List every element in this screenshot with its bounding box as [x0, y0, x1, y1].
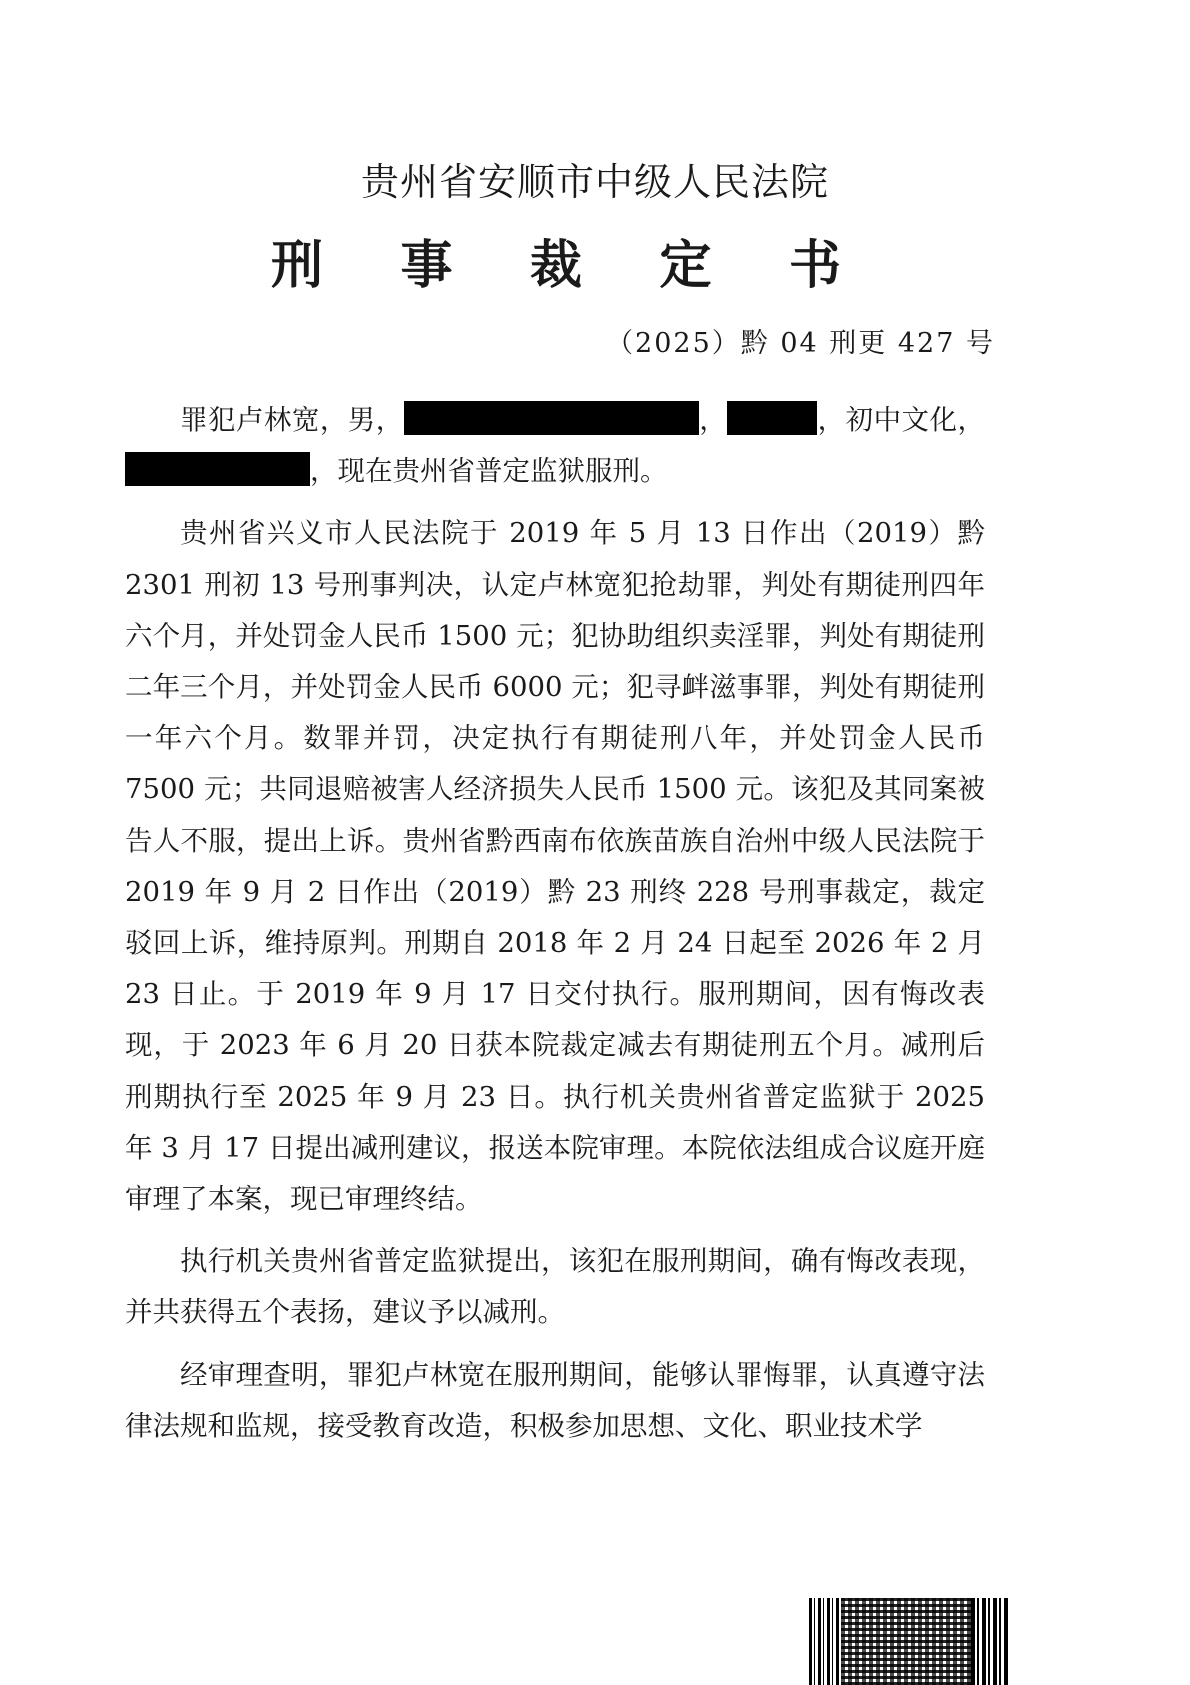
barcode-bars-right	[971, 1598, 1009, 1685]
redaction-block	[727, 401, 817, 435]
doc-type-char: 刑	[271, 236, 324, 296]
separator-text: ，	[698, 404, 728, 436]
custody-text: ，现在贵州省普定监狱服刑。	[310, 455, 668, 488]
paragraph-case-history: 贵州省兴义市人民法院于 2019 年 5 月 13 日作出（2019）黔 2301 刑初 13 号刑事判决，认定卢林宽犯抢劫罪，判处有期徒刑四年六个月，并处罚金人民币 1500 元；犯协助组织卖淫罪，判处有期徒刑二年三个月，并处罚金人民币 6000 元；犯寻衅滋事罪，判处有期徒刑一年六个月。数罪并罚，决定执行有期徒刑八年，并处罚金人民币 7500 元；共同退赔被害人经济损失人民币 1500 元。该犯及其同案被告人不服，提出上诉。贵州省黔西南布依族苗族自治州中级人民法院于 2019 年 9 月 2 日作出（2019）黔 23 刑终 228 号刑事裁定，裁定驳回上诉，维持原判。刑期自 2018 年 2 月 24 日起至 2026 年 2 月 23 日止。于 2019 年 9 月 17 日交付执行。服刑期间，因有悔改表现，于 2023 年 6 月 20 日获本院裁定减去有期徒刑五个月。减刑后刑期执行至 2025 年 9 月 23 日。执行机关贵州省普定监狱于 2025 年 3 月 17 日提出减刑建议，报送本院审理。本院依法组成合议庭开庭审理了本案，现已审理终结。	[125, 517, 985, 1216]
court-name: 贵州省安顺市中级人民法院	[360, 160, 829, 204]
defendant-intro-text: 罪犯卢林宽，男，	[180, 404, 404, 436]
education-text: ，初中文化，	[817, 404, 985, 436]
barcode-bars-left	[809, 1598, 841, 1685]
doc-type-char: 裁	[529, 236, 582, 296]
doc-type-char: 定	[659, 236, 712, 296]
barcode-matrix	[841, 1598, 971, 1685]
redaction-block	[404, 401, 699, 435]
redaction-block	[125, 452, 310, 486]
document-body	[125, 395, 985, 1463]
case-number: （2025）黔 04 刑更 427 号	[606, 328, 995, 359]
paragraph-defendant-info	[125, 395, 985, 497]
paragraph-prison-proposal: 执行机关贵州省普定监狱提出，该犯在服刑期间，确有悔改表现，并共获得五个表扬，建议予以减刑。	[125, 1245, 985, 1329]
doc-type-char: 书	[788, 236, 841, 296]
document-type-title	[271, 236, 841, 296]
paragraph-findings: 经审理查明，罪犯卢林宽在服刑期间，能够认罪悔罪，认真遵守法律法规和监规，接受教育改造，积极参加思想、文化、职业技术学	[125, 1358, 985, 1442]
document-barcode	[809, 1598, 1009, 1685]
doc-type-char: 事	[400, 236, 453, 296]
